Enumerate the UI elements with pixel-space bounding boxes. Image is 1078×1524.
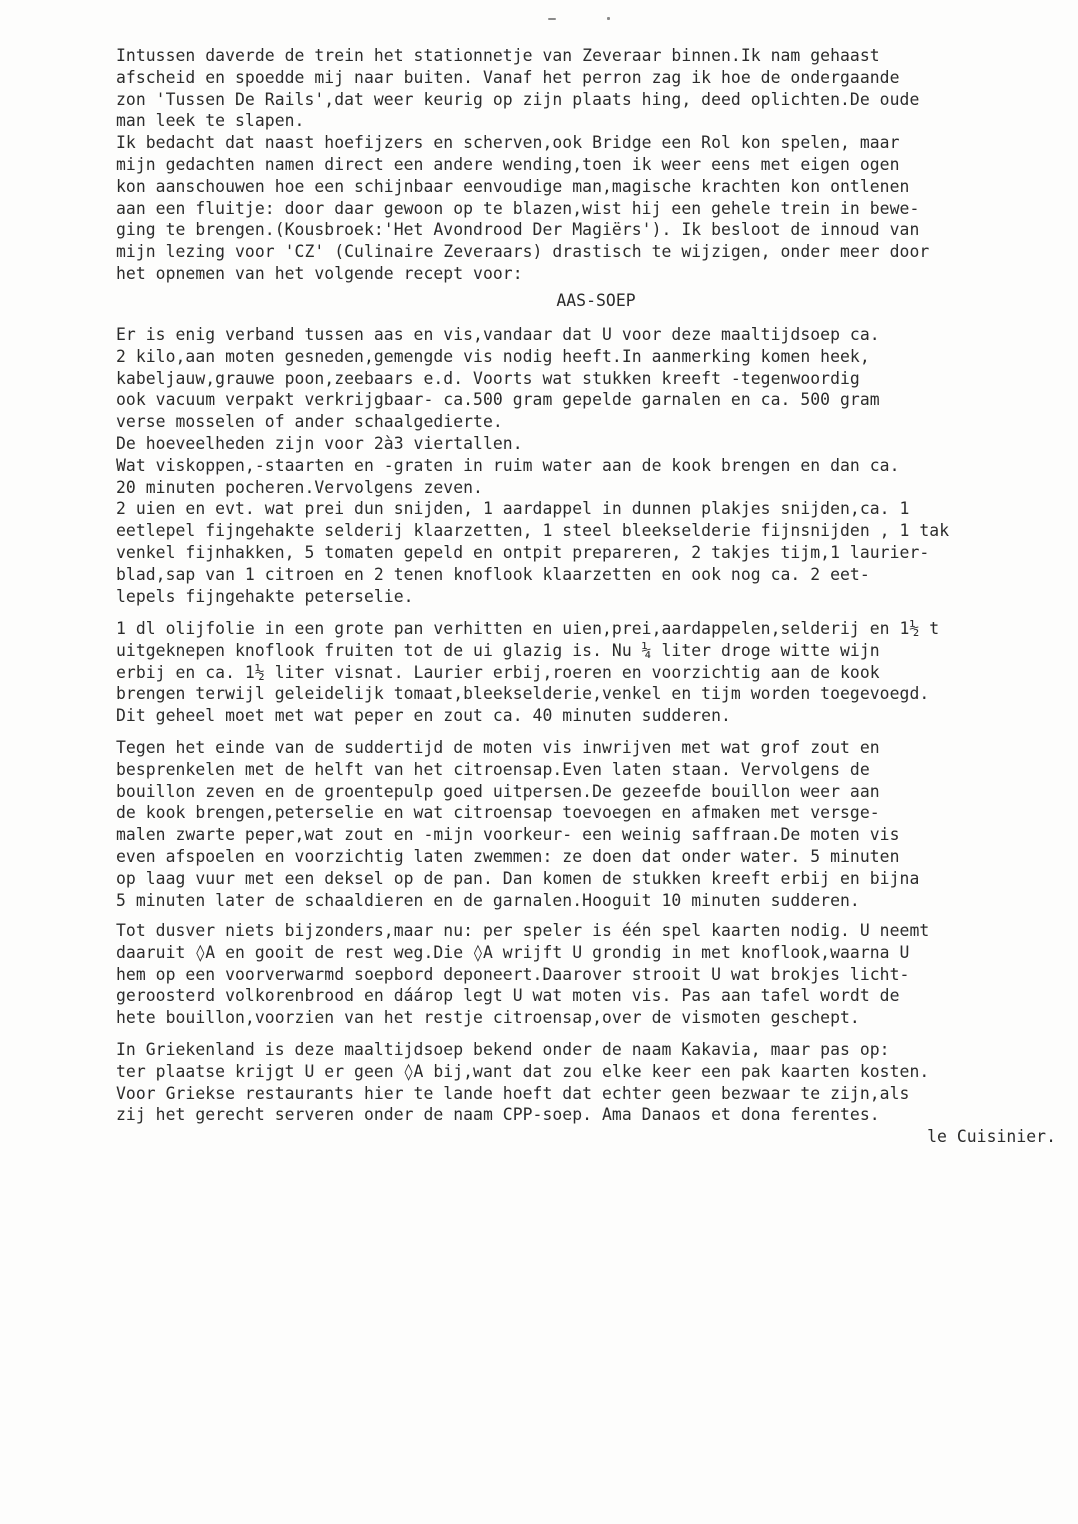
cooking-paragraph (116, 618, 1066, 727)
text-line: het opnemen van het volgende recept voor: (116, 263, 523, 283)
text-line: malen zwarte peper,wat zout en -mijn voorkeur- een weinig saffraan.De moten vis (116, 825, 900, 845)
text-line: ook vacuum verpakt verkrijgbaar- ca.500 gram gepelde garnalen en ca. 500 gram (116, 390, 880, 410)
signature: le Cuisinier. (927, 1127, 1056, 1147)
text-line: Er is enig verband tussen aas en vis,vandaar dat U voor deze maaltijdsoep ca. (116, 325, 880, 344)
recipe-title (116, 290, 1066, 312)
text-line: 1 dl olijfolie in een grote pan verhitten en uien,prei,aardappelen,selderij en 1½ t (116, 619, 940, 638)
text-line: Voor Griekse restaurants hier te lande hoeft dat echter geen bezwaar te zijn,als (116, 1083, 910, 1103)
text-line: In Griekenland is deze maaltijdsoep bekend onder de naam Kakavia, maar pas op: (116, 1040, 890, 1059)
text-line: even afspoelen en voorzichtig laten zwemmen: ze doen dat onder water. 5 minuten (116, 846, 900, 866)
text-line: de kook brengen,peterselie en wat citroensap toevoegen en afmaken met versge- (116, 803, 880, 823)
text-line: 2 kilo,aan moten gesneden,gemengde vis nodig heeft.In aanmerking komen heek, (116, 346, 870, 366)
text-line: Dit geheel moet met wat peper en zout ca. 40 minuten sudderen. (116, 706, 731, 726)
text-line: uitgeknepen knoflook fruiten tot de ui glazig is. Nu ¼ liter droge witte wijn (116, 640, 880, 660)
text-line: lepels fijngehakte peterselie. (116, 586, 414, 606)
text-line: mijn lezing voor 'CZ' (Culinaire Zeveraars) drastisch te wijzigen, onder meer door (116, 242, 930, 262)
text-line: Wat viskoppen,-staarten en -graten in ruim water aan de kook brengen en dan ca. (116, 455, 900, 475)
text-line: ter plaatse krijgt U er geen ◊A bij,want dat zou elke keer een pak kaarten kosten. (116, 1061, 930, 1081)
text-line: hete bouillon,voorzien van het restje citroensap,over de vismoten geschept. (116, 1008, 860, 1028)
text-line: venkel fijnhakken, 5 tomaten gepeld en ontpit prepareren, 2 takjes tijm,1 laurier- (116, 542, 930, 562)
text-line: De hoeveelheden zijn voor 2à3 viertallen. (116, 433, 523, 453)
text-line: 2 uien en evt. wat prei dun snijden, 1 aardappel in dunnen plakjes snijden,ca. 1 (116, 499, 910, 519)
text-line: zij het gerecht serveren onder de naam CPP-soep. Ama Danaos et dona ferentes. (116, 1105, 880, 1125)
scan-mark-top-left (548, 18, 556, 20)
intro-paragraph (116, 45, 1066, 285)
text-line: 5 minuten later de schaaldieren en de garnalen.Hooguit 10 minuten sudderen. (116, 890, 860, 910)
text-line: kabeljauw,grauwe poon,zeebaars e.d. Voorts wat stukken kreeft -tegenwoordig (116, 368, 860, 388)
text-line: ging te brengen.(Kousbroek:'Het Avondrood Der Magiërs'). Ik besloot de innoud van (116, 220, 920, 240)
scan-mark-top-right (607, 17, 610, 20)
text-line: zon 'Tussen De Rails',dat weer keurig op zijn plaats hing, deed oplichten.De oude (116, 89, 920, 109)
text-line: bouillon zeven en de groentepulp goed uitpersen.De gezeefde bouillon weer aan (116, 781, 880, 801)
text-line: aan een fluitje: door daar gewoon op te blazen,wist hij een gehele trein in bewe- (116, 198, 920, 218)
text-line: erbij en ca. 1½ liter visnat. Laurier erbij,roeren en voorzichtig aan de kook (116, 662, 880, 682)
text-line: geroosterd volkorenbrood en dáárop legt U wat moten vis. Pas aan tafel wordt de (116, 986, 900, 1006)
fish-paragraph (116, 737, 1066, 911)
serving-paragraph (116, 920, 1066, 1029)
text-line: Intussen daverde de trein het stationnetje van Zeveraar binnen.Ik nam gehaast (116, 46, 880, 65)
text-line: mijn gedachten namen direct een andere wending,toen ik weer eens met eigen ogen (116, 154, 900, 174)
text-line: man leek te slapen. (116, 111, 305, 131)
text-line: verse mosselen of ander schaalgedierte. (116, 412, 503, 432)
text-line: Ik bedacht dat naast hoefijzers en scherven,ook Bridge een Rol kon spelen, maar (116, 133, 900, 153)
closing-paragraph (116, 1039, 1066, 1148)
text-line: blad,sap van 1 citroen en 2 tenen knoflook klaarzetten en ook nog ca. 2 eet- (116, 564, 870, 584)
ingredients-paragraph (116, 324, 1066, 607)
text-line: Tegen het einde van de suddertijd de moten vis inwrijven met wat grof zout en (116, 738, 880, 757)
text-line: eetlepel fijngehakte selderij klaarzetten, 1 steel bleekselderie fijnsnijden , 1 tak (116, 521, 950, 541)
text-line: brengen terwijl geleidelijk tomaat,bleekselderie,venkel en tijm worden toegevoegd. (116, 684, 930, 704)
text-line: afscheid en spoedde mij naar buiten. Vanaf het perron zag ik hoe de ondergaande (116, 67, 900, 87)
recipe-title-text: AAS-SOEP (556, 291, 636, 310)
text-line: besprenkelen met de helft van het citroensap.Even laten staan. Vervolgens de (116, 759, 870, 779)
text-line: op laag vuur met een deksel op de pan. Dan komen de stukken kreeft erbij en bijna (116, 868, 920, 888)
text-line: Tot dusver niets bijzonders,maar nu: per speler is één spel kaarten nodig. U neemt (116, 921, 930, 940)
text-line: kon aanschouwen hoe een schijnbaar eenvoudige man,magische krachten kon ontlenen (116, 176, 910, 196)
text-line: hem op een voorverwarmd soepbord deponeert.Daarover strooit U wat brokjes licht- (116, 964, 910, 984)
text-line: 20 minuten pocheren.Vervolgens zeven. (116, 477, 483, 497)
text-line: daaruit ◊A en gooit de rest weg.Die ◊A wrijft U grondig in met knoflook,waarna U (116, 942, 910, 962)
